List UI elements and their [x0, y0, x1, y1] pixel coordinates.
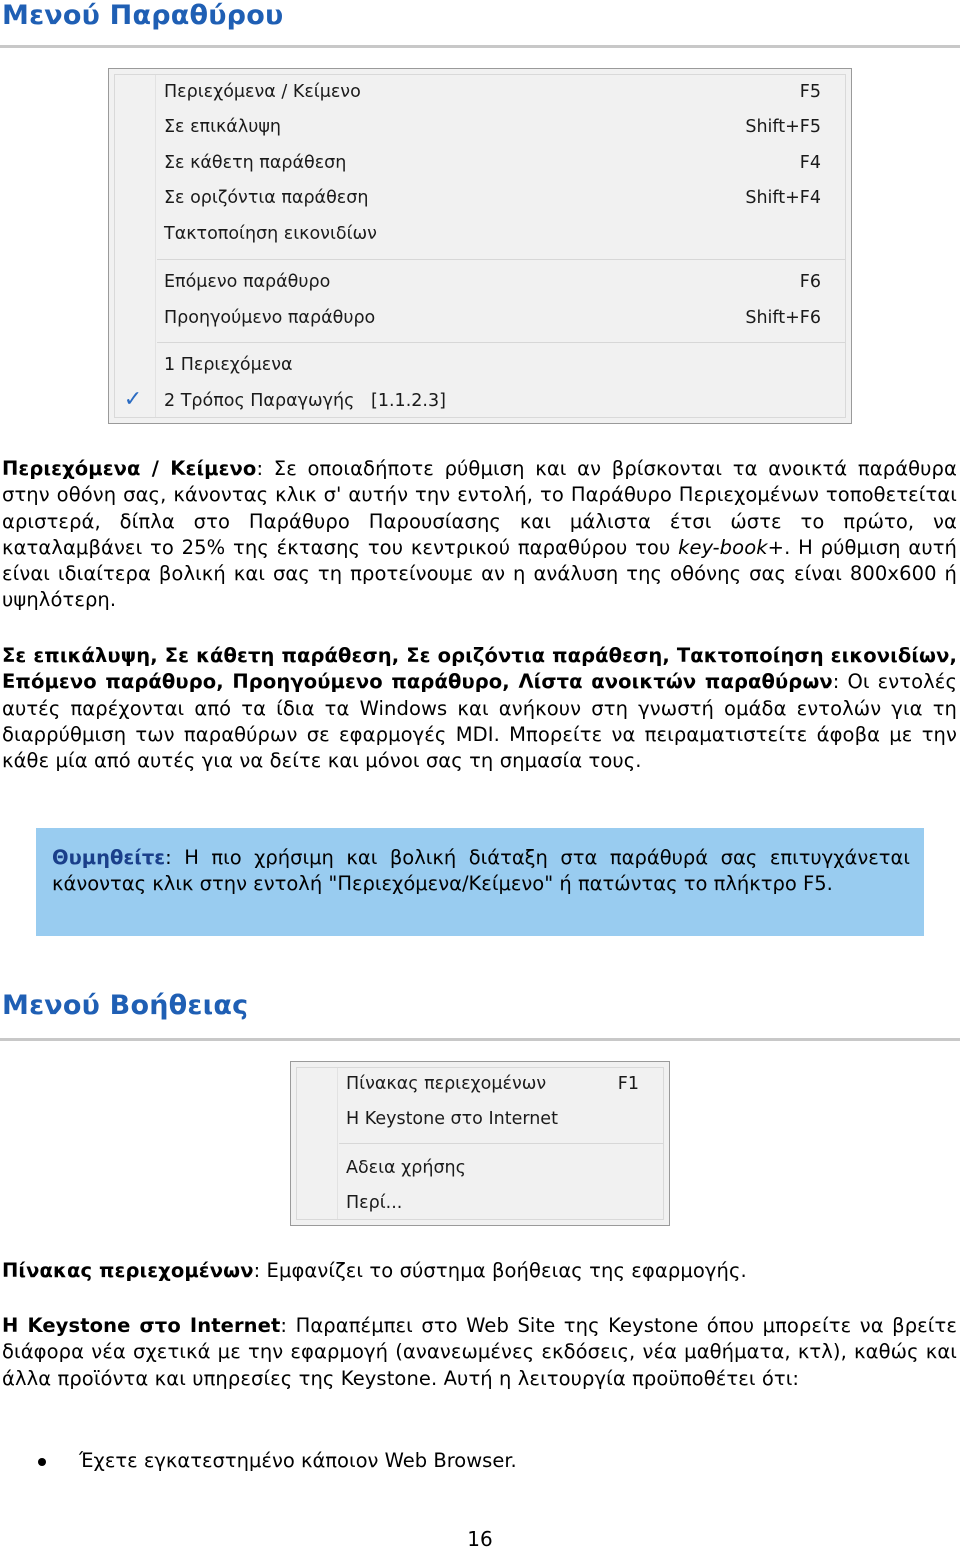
paragraph-text: . Η ρύθμιση αυτή είναι ιδιαίτερα βολική και σας τη προτείνουμε αν η ανάλυση της οθόνης σας είναι 800x600 ή υψηλότερη.: [2, 535, 958, 612]
menu-item-next-window[interactable]: [164, 267, 821, 297]
menu-item-label: Πίνακας περιεχομένων: [346, 1074, 547, 1094]
help-menu-heading: Μενού Βοήθειας: [2, 990, 249, 1021]
menu-item-tile-horizontal[interactable]: [164, 183, 821, 213]
menu-item-shortcut: F1: [617, 1074, 639, 1094]
heading-rule: [0, 1038, 960, 1041]
term: Περιεχόμενα / Κείμενο: [2, 457, 257, 480]
term: Η Keystone στο Internet: [2, 1314, 281, 1337]
menu-item-arrange-icons[interactable]: [164, 219, 821, 249]
help-menu-screenshot: [290, 1061, 670, 1226]
menu-item-window-1[interactable]: [164, 350, 821, 380]
menu-item-label: Προηγούμενο παράθυρο: [164, 308, 376, 328]
window-menu-heading: Μενού Παραθύρου: [2, 0, 284, 31]
menu-item-contents-text[interactable]: [164, 77, 821, 107]
paragraph-keystone-internet: [2, 1313, 957, 1392]
menu-item-label: Σε οριζόντια παράθεση: [164, 188, 369, 208]
menu-item-keystone-internet[interactable]: [346, 1104, 639, 1134]
menu-item-shortcut: F5: [799, 82, 821, 102]
menu-item-about[interactable]: [346, 1188, 639, 1218]
menu-item-label: Επόμενο παράθυρο: [164, 272, 331, 292]
menu-item-shortcut: F4: [799, 153, 821, 173]
bullet-text: Έχετε εγκατεστημένο κάποιον Web Browser.: [79, 1449, 517, 1472]
product-name: key-book+: [678, 535, 785, 559]
menu-item-label: Αδεια χρήσης: [346, 1158, 466, 1178]
page-number: 16: [467, 1527, 493, 1551]
menu-separator: [339, 1143, 663, 1144]
window-menu-screenshot: [108, 68, 852, 424]
paragraph-contents-text: [2, 456, 957, 614]
term: Σε επικάλυψη, Σε κάθετη παράθεση, Σε οριζόντια παράθεση, Τακτοποίηση εικονιδίων, Επόμενο παράθυρο, Προηγούμενο παράθυρο, Λίστα ανοικτών παραθύρων: [2, 644, 957, 694]
menu-separator: [157, 259, 845, 260]
menu-item-label: Τακτοποίηση εικονιδίων: [164, 224, 377, 244]
menu-gutter: [297, 1068, 338, 1219]
menu-item-shortcut: Shift+F6: [745, 308, 821, 328]
menu-item-label: Περί...: [346, 1193, 403, 1213]
menu-item-tile-vertical[interactable]: [164, 148, 821, 178]
menu-item-previous-window[interactable]: [164, 303, 821, 333]
menu-item-shortcut: Shift+F5: [745, 117, 821, 137]
heading-rule: [0, 45, 960, 48]
paragraph-text: : Οι εντολές αυτές παρέχονται από τα ίδια τα Windows και ανήκουν στη γνωστή ομάδα εντολών για τη διαρρύθμιση των παραθύρων σε εφαρμογές MDI. Μπορείτε να πειραματιστείτε άφοβα με την κάθε μία από αυτές για να δείτε και μόνοι σας τη σημασία τους.: [2, 670, 957, 773]
term: Πίνακας περιεχομένων: [2, 1259, 254, 1282]
menu-item-window-2[interactable]: [164, 386, 821, 416]
paragraph-text: : Παραπέμπει στο Web Site της Keystone όπου μπορείτε να βρείτε διάφορα νέα σχετικά με την εφαρμογή (ανανεωμένες εκδόσεις, νέα μαθήματα, κτλ), καθώς και άλλα προϊόντα και υπηρεσίες της Keystone. Αυτή η λειτουργία προϋποθέτει ότι:: [2, 1314, 957, 1390]
menu-item-cascade[interactable]: [164, 112, 821, 142]
note-body: : Η πιο χρήσιμη και βολική διάταξη στα παράθυρά σας επιτυγχάνεται κάνοντας κλικ στην εντολή "Περιεχόμενα/Κείμενο" ή πατώντας το πλήκτρο F5.: [52, 846, 910, 896]
menu-item-label: Η Keystone στο Internet: [346, 1109, 558, 1129]
checkmark-icon: ✓: [123, 387, 143, 412]
paragraph-text: : Εμφανίζει το σύστημα βοήθειας της εφαρμογής.: [253, 1259, 747, 1282]
menu-item-label: 1 Περιεχόμενα: [164, 355, 293, 375]
menu-item-shortcut: Shift+F4: [745, 188, 821, 208]
paragraph-table-of-contents: [2, 1258, 957, 1284]
menu-item-license[interactable]: [346, 1153, 639, 1183]
note-term: Θυμηθείτε: [52, 846, 166, 869]
menu-item-shortcut: F6: [799, 272, 821, 292]
menu-separator: [157, 342, 845, 343]
paragraph-text: : Σε οποιαδήποτε ρύθμιση και αν βρίσκονται τα ανοικτά παράθυρα στην οθόνη σας, κάνοντας κλικ σ' αυτήν την εντολή, το Παράθυρο Περιεχομένων τοποθετείται αριστερά, δίπλα στο Παράθυρο Παρουσίασης και μάλιστα έτσι ώστε το πρώτο, να καταλαμβάνει το 25% της έκτασης του κεντρικού παραθύρου του: [2, 457, 957, 559]
bullet-icon: [38, 1458, 46, 1466]
menu-item-label: Περιεχόμενα / Κείμενο: [164, 82, 361, 102]
paragraph-window-commands: [2, 643, 957, 774]
menu-item-label: Σε κάθετη παράθεση: [164, 153, 347, 173]
menu-item-label: 2 Τρόπος Παραγωγής [1.1.2.3]: [164, 391, 446, 411]
menu-item-label: Σε επικάλυψη: [164, 117, 281, 137]
menu-gutter: [115, 75, 156, 417]
note-box: [36, 828, 924, 936]
note-text: [52, 845, 910, 898]
menu-item-table-of-contents[interactable]: [346, 1069, 639, 1099]
